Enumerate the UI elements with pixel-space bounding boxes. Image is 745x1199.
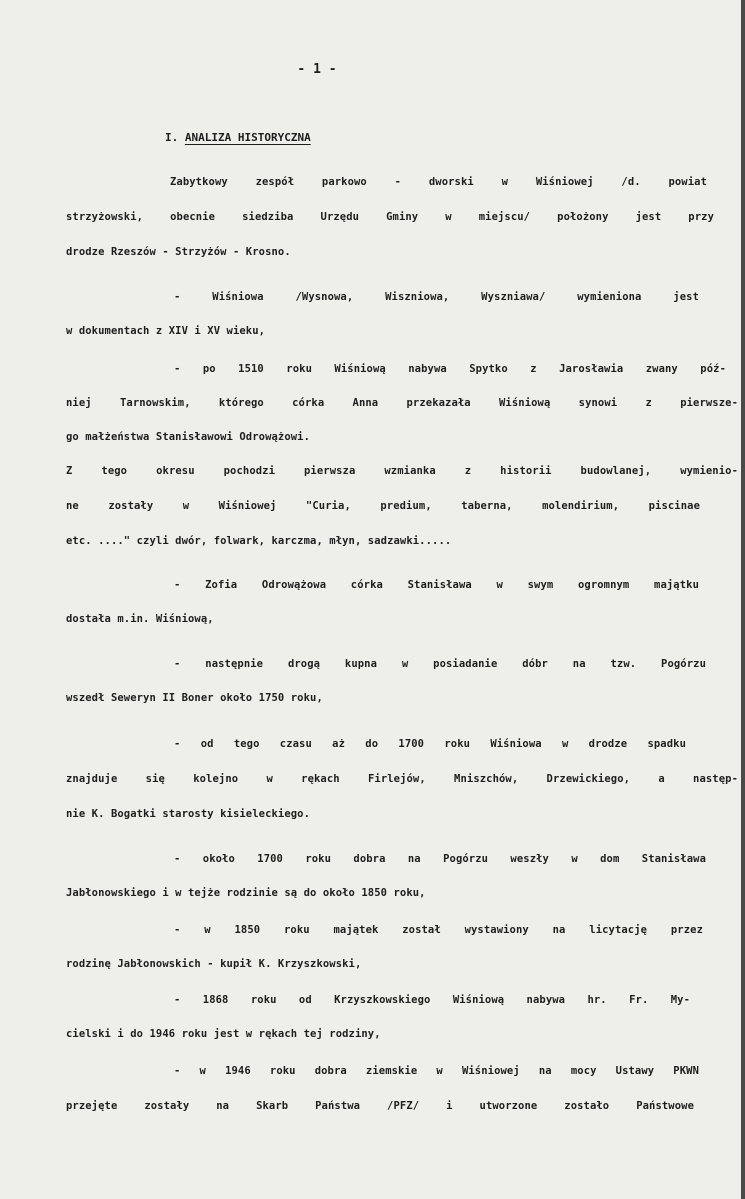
text-line: w dokumentach z XIV i XV wieku, — [66, 325, 266, 337]
text-line: - Wiśniowa /Wysnowa, Wiszniowa, Wyszniawa/ wymieniona jest — [174, 291, 699, 303]
text-line: dostała m.in. Wiśniową, — [66, 613, 214, 625]
text-line: cielski i do 1946 roku jest w rękach tej rodziny, — [66, 1028, 381, 1040]
text-line: drodze Rzeszów - Strzyżów - Krosno. — [66, 246, 291, 258]
scan-edge — [741, 0, 745, 1199]
text-line: - po 1510 roku Wiśniową nabywa Spytko z Jarosławia zwany póź- — [174, 363, 726, 375]
section-title: ANALIZA HISTORYCZNA — [184, 131, 311, 144]
text-line: - około 1700 roku dobra na Pogórzu weszły w dom Stanisława — [174, 853, 706, 865]
text-line: rodzinę Jabłonowskich - kupił K. Krzyszkowski, — [66, 958, 362, 970]
section-number: I. — [165, 131, 179, 144]
text-line: - w 1946 roku dobra ziemskie w Wiśniowej na mocy Ustawy PKWN — [174, 1065, 699, 1077]
text-line: - następnie drogą kupna w posiadanie dóbr na tzw. Pogórzu — [174, 658, 706, 670]
text-line: niej Tarnowskim, którego córka Anna przekazała Wiśniową synowi z pierwsze- — [66, 397, 738, 409]
text-line: - od tego czasu aż do 1700 roku Wiśniowa w drodze spadku — [174, 738, 686, 750]
page-number: - 1 - — [297, 62, 337, 77]
text-line: Zabytkowy zespół parkowo - dworski w Wiśniowej /d. powiat — [170, 176, 707, 188]
text-line: - 1868 roku od Krzyszkowskiego Wiśniową nabywa hr. Fr. My- — [174, 994, 690, 1006]
text-line: znajduje się kolejno w rękach Firlejów, Mniszchów, Drzewickiego, a następ- — [66, 773, 738, 785]
text-line: - Zofia Odrowążowa córka Stanisława w swym ogromnym majątku — [174, 579, 699, 591]
text-line: ne zostały w Wiśniowej "Curia, predium, taberna, molendirium, piscinae — [66, 500, 700, 512]
text-line: Jabłonowskiego i w tejże rodzinie są do około 1850 roku, — [66, 887, 426, 899]
text-line: strzyżowski, obecnie siedziba Urzędu Gminy w miejscu/ położony jest przy — [66, 211, 714, 223]
text-line: - w 1850 roku majątek został wystawiony na licytację przez — [174, 924, 703, 936]
text-line: wszedł Seweryn II Boner około 1750 roku, — [66, 692, 323, 704]
section-heading — [165, 131, 311, 144]
text-line: przejęte zostały na Skarb Państwa /PFZ/ i utworzone zostało Państwowe — [66, 1100, 694, 1112]
text-line: nie K. Bogatki starosty kisieleckiego. — [66, 808, 311, 820]
text-line: go małżeństwa Stanisławowi Odrowążowi. — [66, 431, 311, 443]
text-line: etc. ...." czyli dwór, folwark, karczma, młyn, sadzawki..... — [66, 535, 452, 547]
text-line: Z tego okresu pochodzi pierwsza wzmianka z historii budowlanej, wymienio- — [66, 465, 738, 477]
